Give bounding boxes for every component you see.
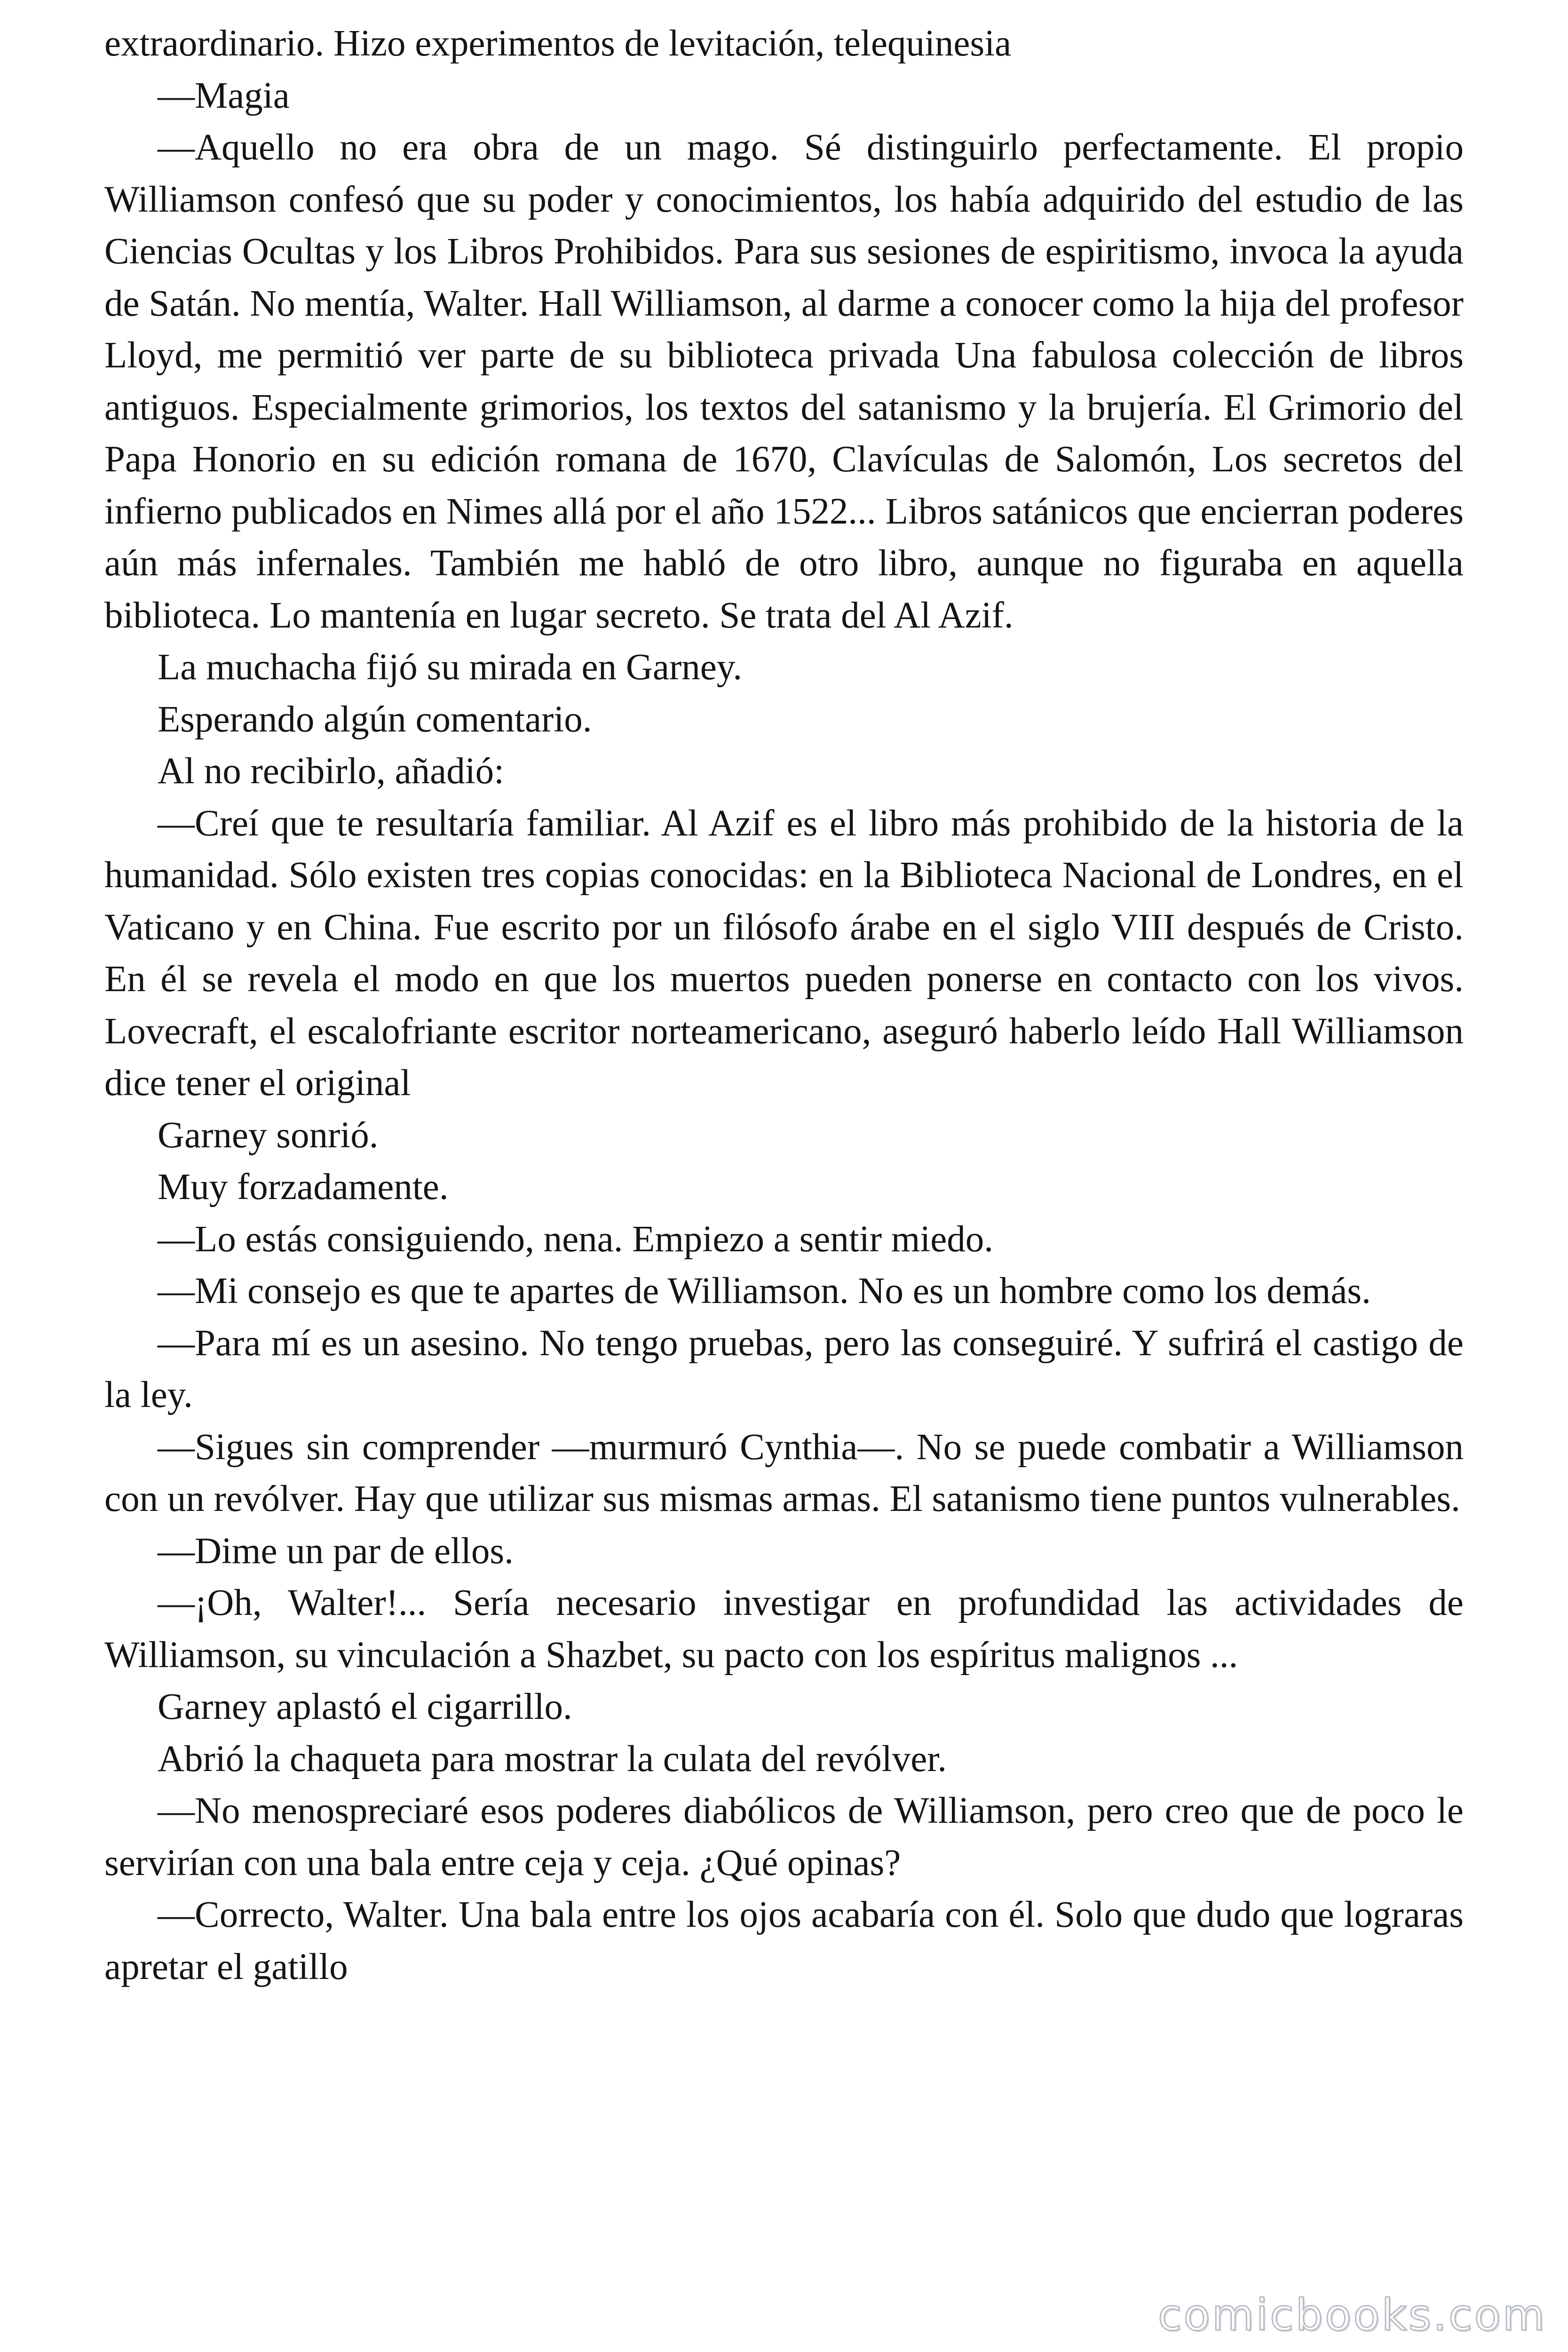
watermark-logo: comicbooks.com bbox=[1158, 2290, 1547, 2340]
paragraph-dialogue: —No menospreciaré esos poderes diabólicos de Williamson, pero creo que de poco le servirían con una bala entre ceja y ceja. ¿Qué opinas? bbox=[104, 1790, 1464, 1883]
paragraph-narration: Al no recibirlo, añadió: bbox=[158, 751, 505, 792]
paragraph-dialogue: —Dime un par de ellos. bbox=[158, 1530, 514, 1572]
paragraph-narration: Garney sonrió. bbox=[158, 1114, 379, 1156]
paragraph-dialogue: —Mi consejo es que te apartes de Williamson. No es un hombre como los demás. bbox=[158, 1271, 1371, 1311]
paragraph-dialogue-magia: —Magia bbox=[158, 75, 290, 116]
book-page-text bbox=[104, 18, 1464, 1993]
paragraph-narration: Esperando algún comentario. bbox=[158, 699, 592, 740]
paragraph-dialogue: —Para mí es un asesino. No tengo pruebas, pero las conseguiré. Y sufrirá el castigo de la ley. bbox=[104, 1322, 1464, 1415]
paragraph-narration: Garney aplastó el cigarrillo. bbox=[158, 1686, 572, 1727]
paragraph-dialogue: —¡Oh, Walter!... Sería necesario investigar en profundidad las actividades de Williamson, su vinculación a Shazbet, su pacto con los espíritus malignos ... bbox=[104, 1582, 1464, 1676]
paragraph-narration: Muy forzadamente. bbox=[158, 1167, 449, 1208]
paragraph-dialogue-final: —Correcto, Walter. Una bala entre los ojos acabaría con él. Solo que dudo que lograras apretar el gatillo bbox=[104, 1894, 1464, 1987]
paragraph-dialogue: —Sigues sin comprender —murmuró Cynthia—. No se puede combatir a Williamson con un revólver. Hay que utilizar sus mismas armas. El satanismo tiene puntos vulnerables. bbox=[104, 1426, 1464, 1519]
paragraph-dialogue: —Lo estás consiguiendo, nena. Empiezo a sentir miedo. bbox=[158, 1218, 994, 1260]
paragraph-cynthia-explains: —Aquello no era obra de un mago. Sé distinguirlo perfectamente. El propio Williamson confesó que su poder y conocimientos, los había adquirido del estudio de las Ciencias Ocultas y los Libros Prohibidos. Para sus sesiones de espiritismo, invoca la ayuda de Satán. No mentía, Walter. Hall Williamson, al darme a conocer como la hija del profesor Lloyd, me permitió ver parte de su biblioteca privada Una fabulosa colección de libros antiguos. Especialmente grimorios, los textos del satanismo y la brujería. El Grimorio del Papa Honorio en su edición romana de 1670, Clavículas de Salomón, Los secretos del infierno publicados en Nimes allá por el año 1522... Libros satánicos que encierran poderes aún más infernales. También me habló de otro libro, aunque no figuraba en aquella biblioteca. Lo mantenía en lugar secreto. Se trata del Al Azif. bbox=[104, 127, 1464, 636]
paragraph-narration: La muchacha fijó su mirada en Garney. bbox=[158, 647, 742, 688]
paragraph-narration: Abrió la chaqueta para mostrar la culata del revólver. bbox=[158, 1738, 947, 1780]
paragraph-continuation: extraordinario. Hizo experimentos de levitación, telequinesia bbox=[104, 23, 1012, 64]
paragraph-al-azif: —Creí que te resultaría familiar. Al Azif es el libro más prohibido de la historia de la humanidad. Sólo existen tres copias conocidas: en la Biblioteca Nacional de Londres, en el Vaticano y en China. Fue escrito por un filósofo árabe en el siglo VIII después de Cristo. En él se revela el modo en que los muertos pueden ponerse en contacto con los vivos. Lovecraft, el escalofriante escritor norteamericano, aseguró haberlo leído Hall Williamson dice tener el original bbox=[104, 803, 1464, 1104]
